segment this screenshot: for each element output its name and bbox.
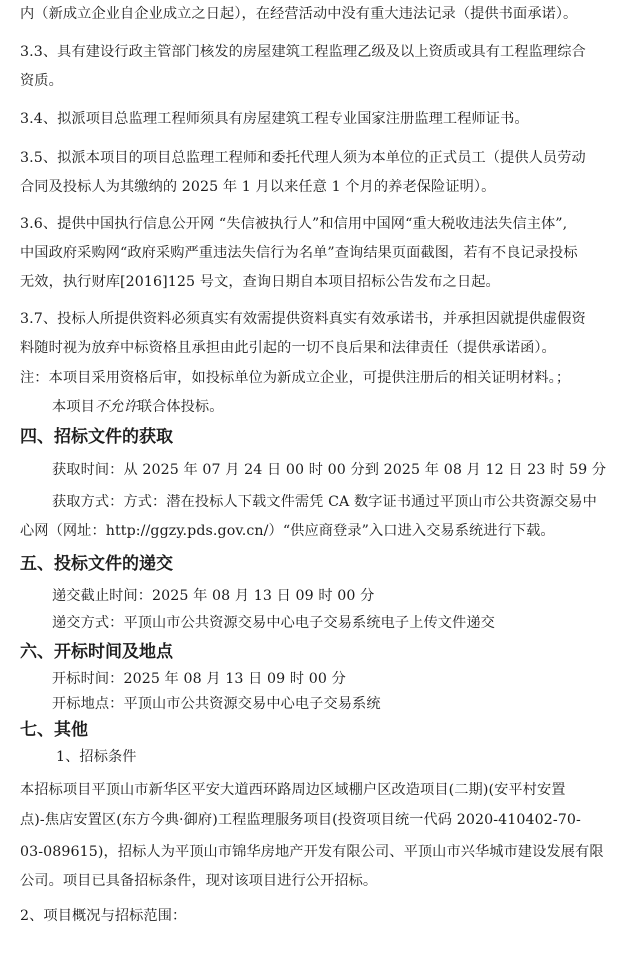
text-line: 3.6、提供中国执行信息公开网 “失信被执行人”和信用中国网“重大税收违法失信主体”, [20, 216, 568, 232]
text-line: 资质。 [20, 73, 63, 89]
text-line: 公司。项目已具备招标条件，现对该项目进行公开招标。 [20, 873, 378, 889]
subheading-conditions: 1、招标条件 [56, 749, 137, 765]
subheading-scope: 2、项目概况与招标范围： [20, 908, 187, 924]
text-line: 无效，执行财库[2016]125 号文，查询日期自本项目招标公告发布之日起。 [20, 274, 500, 290]
section-heading-6: 六、开标时间及地点 [20, 642, 173, 662]
consortium-emphasis: 不允许 [94, 399, 138, 415]
submit-deadline: 递交截止时间：2025 年 08 月 13 日 09 时 00 分 [52, 588, 375, 604]
text-line: 料随时视为放弃中标资格且承担由此引起的一切不良后果和法律责任（提供承诺函）。 [20, 340, 556, 356]
consortium-suffix: 联合体投标。 [137, 399, 224, 415]
submit-method: 递交方式：平顶山市公共资源交易中心电子交易系统电子上传文件递交 [52, 615, 495, 631]
consortium-prefix: 本项目 [52, 399, 95, 415]
text-line: 3.4、拟派项目总监理工程师须具有房屋建筑工程专业国家注册监理工程师证书。 [20, 111, 529, 127]
acquire-time: 获取时间：从 2025 年 07 月 24 日 00 时 00 分到 2025 年 08 月 12 日 23 时 59 分 [52, 462, 607, 478]
consortium-note [52, 397, 610, 417]
section-heading-4: 四、招标文件的获取 [20, 427, 173, 447]
acquire-method-line1: 获取方式：方式：潜在投标人下载文件需凭 CA 数字证书通过平顶山市公共资源交易中 [52, 494, 597, 510]
text-line: 注：本项目采用资格后审，如投标单位为新成立企业，可提供注册后的相关证明材料。； [20, 370, 571, 386]
text-line: 本招标项目平顶山市新华区平安大道西环路周边区域棚户区改造项目(二期)(安平村安置 [20, 782, 566, 798]
text-line: 03-089615)，招标人为平顶山市锦华房地产开发有限公司、平顶山市兴华城市建设发展有限 [20, 844, 604, 860]
text-line: 3.7、投标人所提供资料必须真实有效需提供资料真实有效承诺书，并承担因就提供虚假资 [20, 311, 586, 327]
text-line: 点)-焦店安置区(东方今典·御府)工程监理服务项目(投资项目统一代码 2020-410402-70- [20, 812, 581, 828]
section-heading-5: 五、投标文件的递交 [20, 554, 173, 574]
acquire-method-line2: 心网（网址：http://ggzy.pds.gov.cn/）“供应商登录”入口进入交易系统进行下载。 [20, 523, 555, 539]
text-line: 内（新成立企业自企业成立之日起），在经营活动中没有重大违法记录（提供书面承诺）。 [20, 6, 578, 22]
section-heading-7: 七、其他 [20, 720, 88, 740]
opening-place: 开标地点：平顶山市公共资源交易中心电子交易系统 [52, 696, 381, 712]
text-line: 中国政府采购网“政府采购严重违法失信行为名单”查询结果页面截图，若有不良记录投标 [20, 245, 578, 261]
text-line: 合同及投标人为其缴纳的 2025 年 1 月以来任意 1 个月的养老保险证明）。 [20, 179, 496, 195]
opening-time: 开标时间：2025 年 08 月 13 日 09 时 00 分 [52, 671, 346, 687]
text-line: 3.3、具有建设行政主管部门核发的房屋建筑工程监理乙级及以上资质或具有工程监理综合 [20, 44, 586, 60]
text-line: 3.5、拟派本项目的项目总监理工程师和委托代理人须为本单位的正式员工（提供人员劳动 [20, 150, 586, 166]
